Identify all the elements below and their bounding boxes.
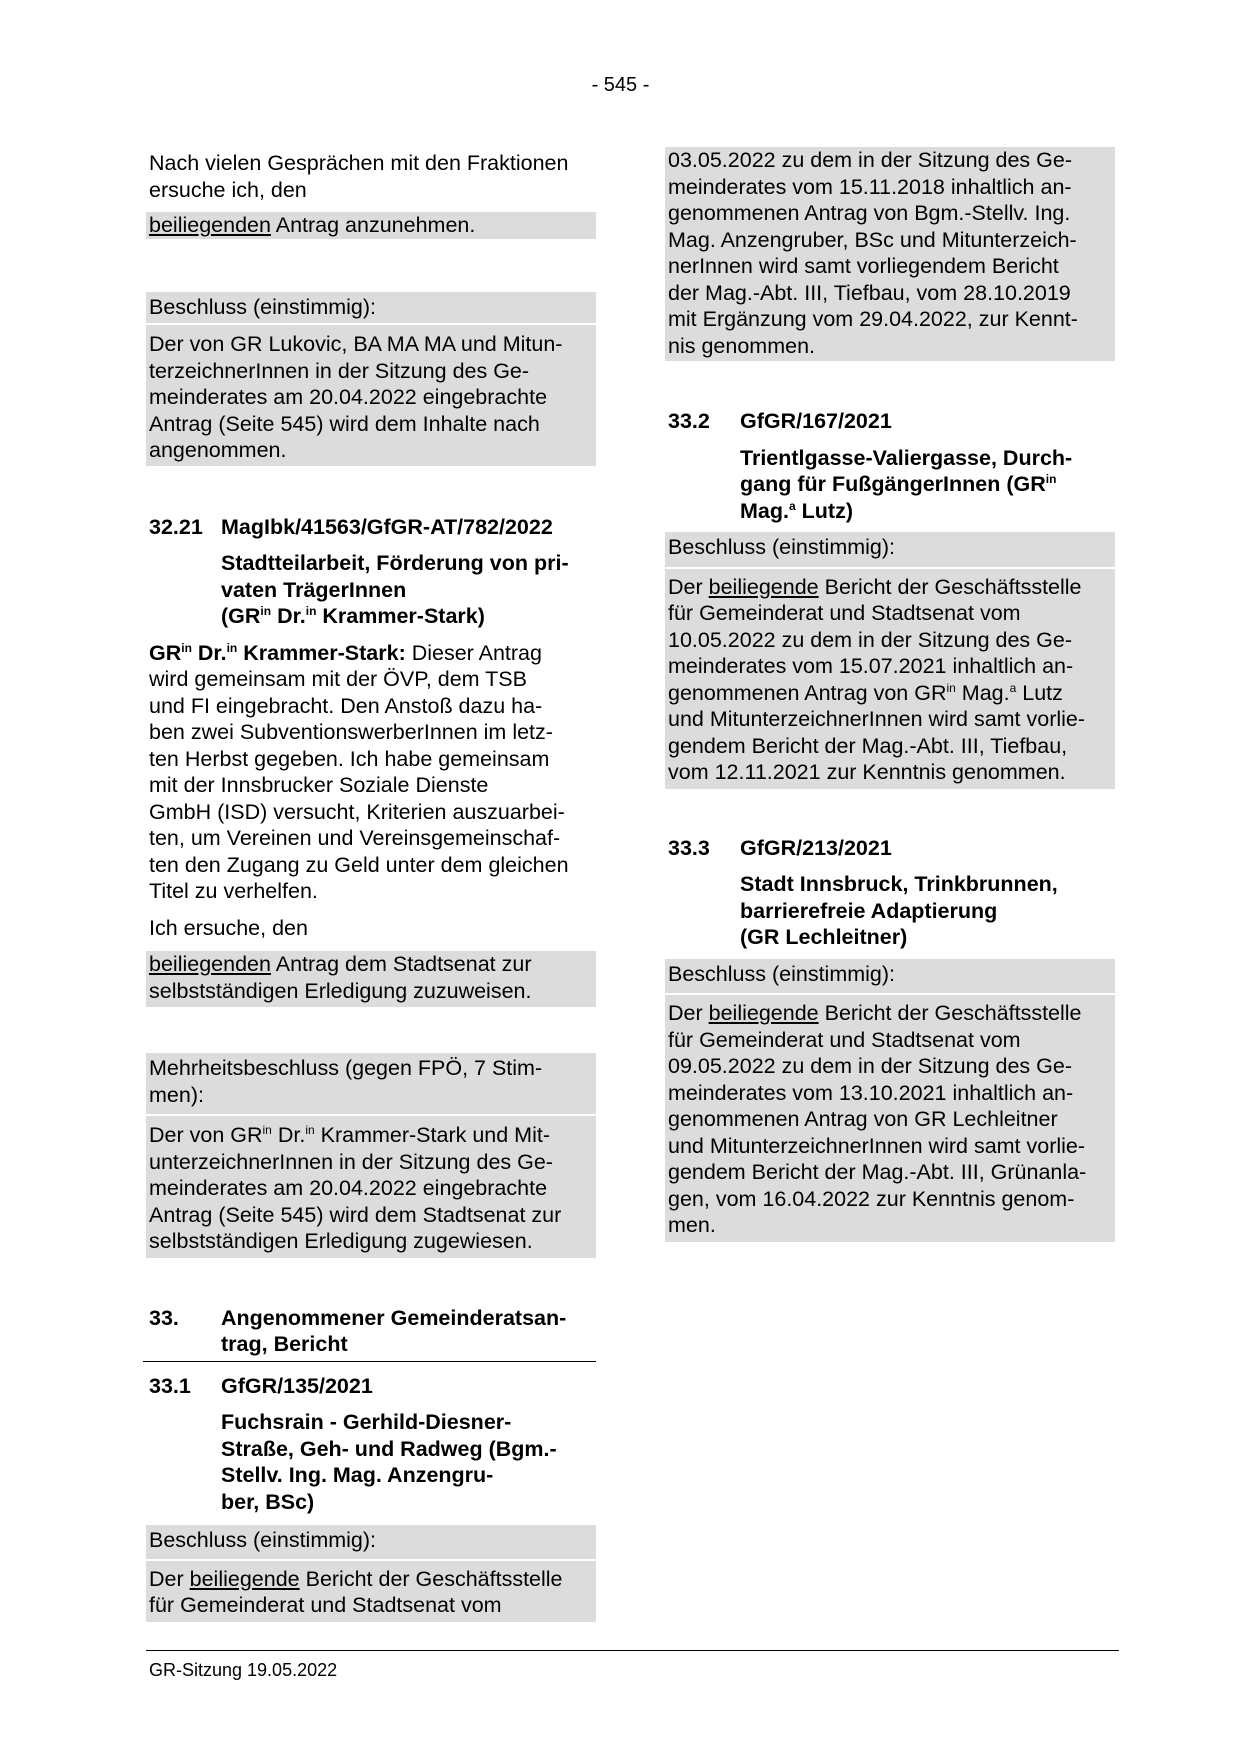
decision-text: Der beiliegende Bericht der Geschäftsstelle für Gemeinderat und Stadtsenat vom 10.05.2022 zu dem in der Sitzung des Ge- meinderates vom 15.07.2021 inhaltlich an- genommenen Antrag von $GR^{in}$ Mag.$^a$ Lutz und MitunterzeichnerInnen wird samt vorlie- gendem Bericht der Mag.-Abt. III, Tiefbau, vom 12.11.2021 zur Kenntnis genommen. xyxy=(665,569,1115,789)
section-number: 33. xyxy=(149,1305,179,1330)
attachment-link[interactable]: beiliegende xyxy=(708,1001,819,1025)
page-number: - 545 - xyxy=(591,74,650,96)
request-attachment: beiliegenden Antrag dem Stadtsenat zur selbstständigen Erledigung zuzuweisen. xyxy=(146,951,596,1007)
speaker-name: $GR^{in}$ Dr.$^{in}$ Krammer-Stark: xyxy=(149,640,406,665)
decision-label: Beschluss (einstimmig): xyxy=(665,532,1115,567)
decision-text: Der beiliegende Bericht der Geschäftsstelle für Gemeinderat und Stadtsenat vom 09.05.2022 zu dem in der Sitzung des Ge- meinderates vom 13.10.2021 inhaltlich an- genommenen Antrag von GR Lechleitner und MitunterzeichnerInnen wird samt vorlie- gendem Bericht der Mag.-Abt. III, Grünanla- gen, vom 16.04.2022 zur Kenntnis genom- men. xyxy=(665,995,1115,1242)
item-code: GfGR/213/2021 xyxy=(740,835,892,860)
item-code: MagIbk/41563/GfGR-AT/782/2022 xyxy=(221,514,553,539)
item-title: Fuchsrain - Gerhild-Diesner- Straße, Geh- und Radweg (Bgm.- Stellv. Ing. Mag. Anzengru- ber, BSc) xyxy=(221,1410,557,1514)
left-column xyxy=(146,150,596,1622)
section-heading xyxy=(146,1305,596,1358)
decision-label: Mehrheitsbeschluss (gegen FPÖ, 7 Stim- men): xyxy=(146,1053,596,1114)
decision-text: Der von $GR^{in}$ Dr.$^{in}$ Krammer-Stark und Mit- unterzeichnerInnen in der Sitzung des Ge- meinderates am 20.04.2022 eingebrachte Antrag (Seite 545) wird dem Stadtsenat zur selbstständigen Erledigung zugewiesen. xyxy=(146,1116,596,1258)
item-number: 33.3 xyxy=(668,835,710,860)
decision-label: Beschluss (einstimmig): xyxy=(665,959,1115,994)
item-code: GfGR/167/2021 xyxy=(740,409,892,433)
request-text: Ich ersuche, den xyxy=(149,915,308,940)
attachment-link[interactable]: beiliegenden xyxy=(149,213,271,237)
item-number: 32.21 xyxy=(149,514,203,539)
decision-label: Beschluss (einstimmig): xyxy=(146,1525,596,1559)
agenda-item-heading xyxy=(146,514,596,541)
item-title: Trientlgasse-Valiergasse, Durch- gang für FußgängerInnen ($GR^{in}$ Mag.$^a$ Lutz) xyxy=(740,445,1073,523)
footer-divider xyxy=(146,1650,1119,1651)
decision-text: Der von GR Lukovic, BA MA MA und Mitun- terzeichnerInnen in der Sitzung des Ge- meinderates am 20.04.2022 eingebrachte Antrag (Seite 545) wird dem Inhalte nach angenommen. xyxy=(146,325,596,466)
right-column xyxy=(665,150,1115,1242)
decision-text: Der beiliegende Bericht der Geschäftsstelle für Gemeinderat und Stadtsenat vom xyxy=(146,1561,596,1622)
item-title: Stadtteilarbeit, Förderung von pri- vaten TrägerInnen ($GR^{in}$ Dr.$^{in}$ Krammer-Stark) xyxy=(221,551,569,628)
section-divider xyxy=(143,1361,596,1362)
intro-text: Nach vielen Gesprächen mit den Fraktionen ersuche ich, den xyxy=(149,151,569,202)
decision-label: Beschluss (einstimmig): xyxy=(146,292,596,324)
attachment-link[interactable]: beiliegende xyxy=(189,1566,300,1591)
item-title: Stadt Innsbruck, Trinkbrunnen, barrierefreie Adaptierung (GR Lechleitner) xyxy=(740,872,1058,949)
attachment-link[interactable]: beiliegenden xyxy=(149,952,271,976)
agenda-item-heading xyxy=(665,408,1115,435)
decision-text-continued: 03.05.2022 zu dem in der Sitzung des Ge- meinderates vom 15.11.2018 inhaltlich an- genommenen Antrag von Bgm.-Stellv. Ing. Mag. Anzengruber, BSc und Mitunterzeich- nerInnen wird samt vorliegendem Bericht der Mag.-Abt. III, Tiefbau, vom 28.10.2019 mit Ergänzung vom 29.04.2022, zur Kennt- nis genommen. xyxy=(665,147,1115,361)
section-title: Angenommener Gemeinderatsan- trag, Bericht xyxy=(221,1305,567,1356)
agenda-item-heading xyxy=(665,835,1115,862)
speech-text: $GR^{in}$ Dr.$^{in}$ Krammer-Stark: Dieser Antrag wird gemeinsam mit der ÖVP, dem TSB und FI eingebracht. Den Anstoß dazu ha- ben zwei SubventionswerberInnen im letz- ten Herbst gegeben. Ich habe gemeinsam mit der Innsbrucker Soziale Dienste GmbH (ISD) versucht, Kriterien auszuarbei- ten, um Vereinen und Vereinsgemeinschaf- ten den Zugang zu Geld unter dem gleichen Titel zu verhelfen. xyxy=(149,640,569,903)
item-number: 33.1 xyxy=(149,1373,191,1398)
footer-text: GR-Sitzung 19.05.2022 xyxy=(149,1660,338,1680)
attachment-link[interactable]: beiliegende xyxy=(708,574,819,599)
agenda-item-heading xyxy=(146,1373,596,1400)
intro-request: beiliegenden Antrag anzunehmen. xyxy=(146,212,596,239)
item-code: GfGR/135/2021 xyxy=(221,1373,373,1398)
item-number: 33.2 xyxy=(668,409,710,433)
